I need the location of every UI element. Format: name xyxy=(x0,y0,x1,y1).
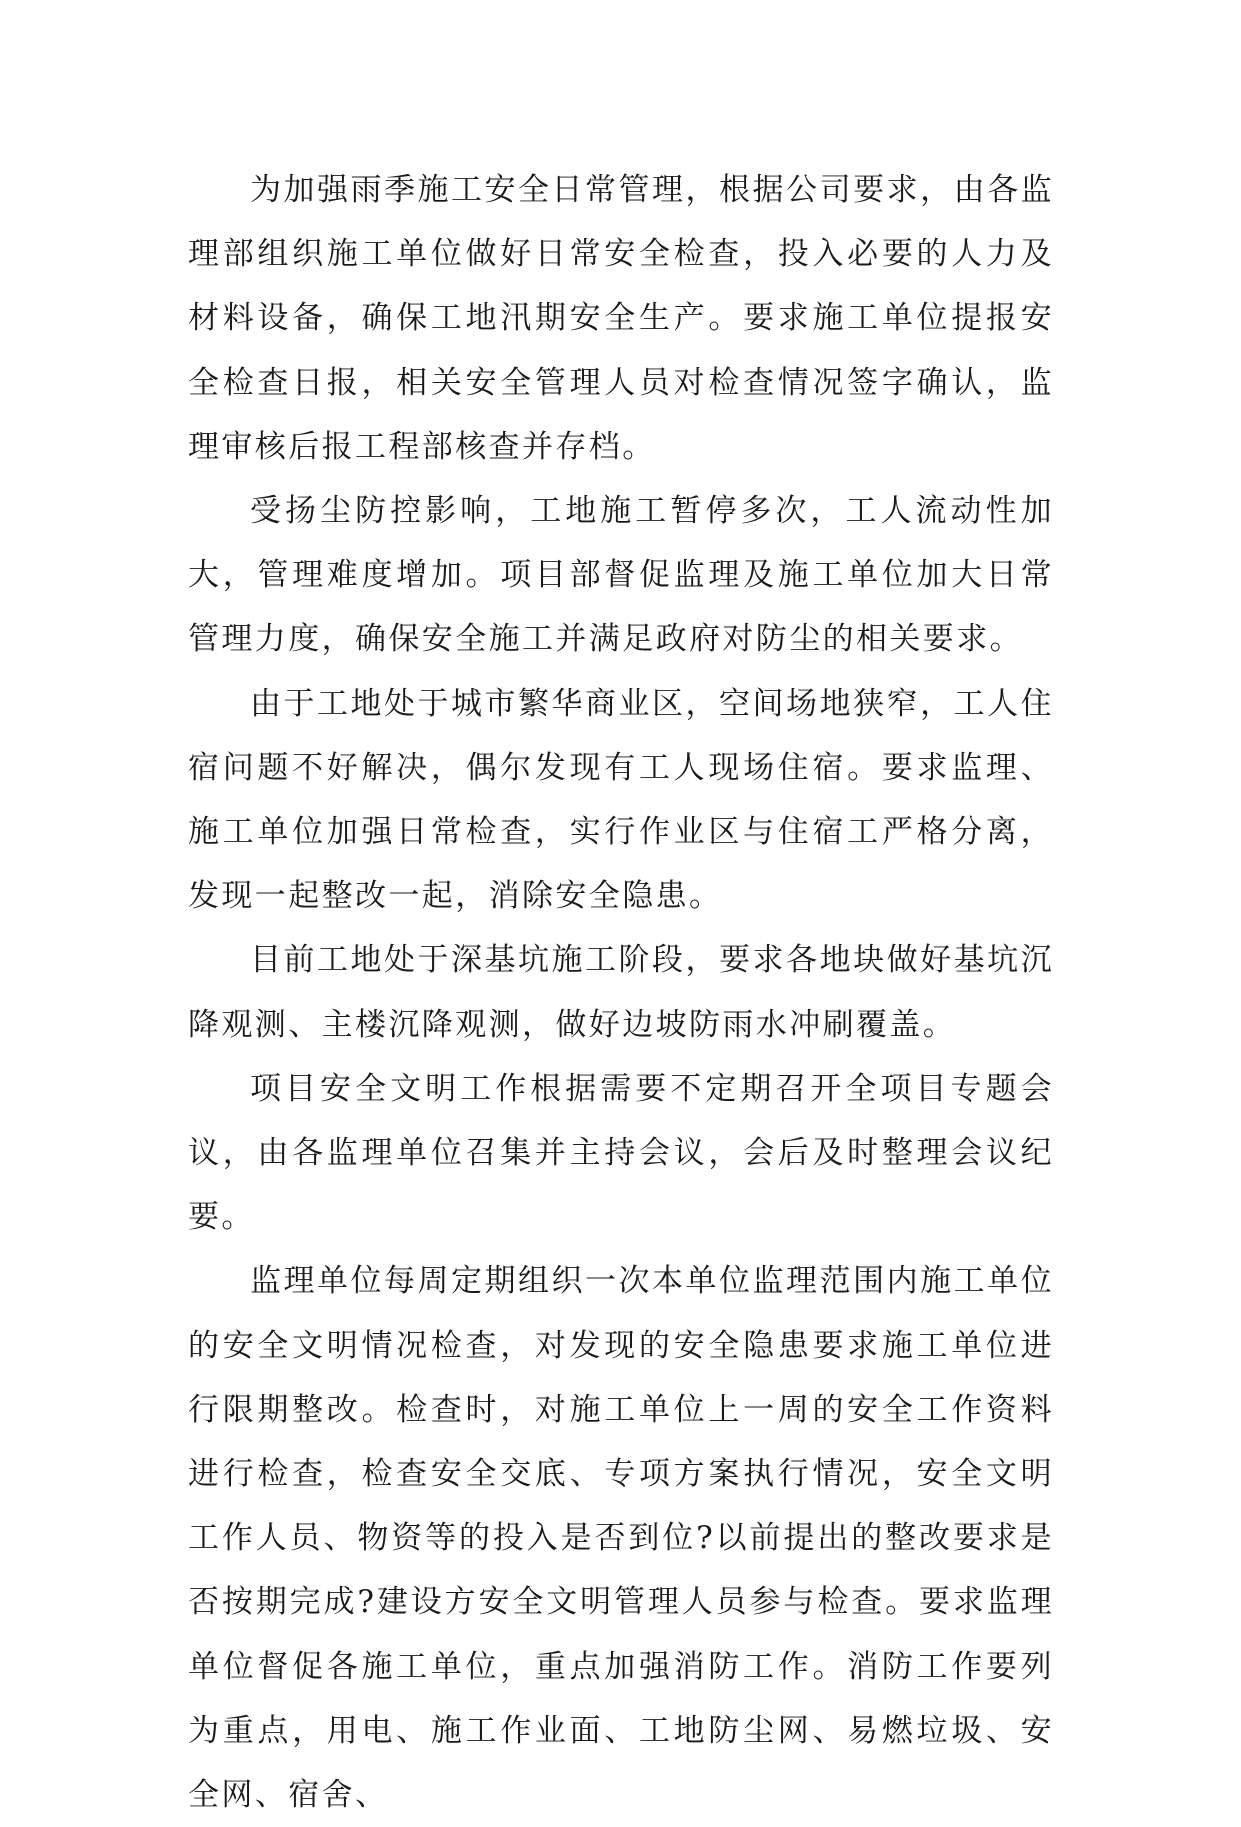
paragraph-dust-control: 受扬尘防控影响，工地施工暂停多次，工人流动性加大，管理难度增加。项目部督促监理及施工单位加大日常管理力度，确保安全施工并满足政府对防尘的相关要求。 xyxy=(188,493,1054,658)
paragraph-special-meetings: 项目安全文明工作根据需要不定期召开全项目专题会议，由各监理单位召集并主持会议，会后及时整理会议纪要。 xyxy=(188,1070,1054,1236)
paragraph-foundation-pit: 目前工地处于深基坑施工阶段，要求各地块做好基坑沉降观测、主楼沉降观测，做好边坡防雨水冲刷覆盖。 xyxy=(188,942,1054,1043)
document-body xyxy=(188,158,1054,1827)
paragraph-weekly-inspection: 监理单位每周定期组织一次本单位监理范围内施工单位的安全文明情况检查，对发现的安全隐患要求施工单位进行限期整改。检查时，对施工单位上一周的安全工作资料进行检查，检查安全交底、专项方案执行情况，安全文明工作人员、物资等的投入是否到位?以前提出的整改要求是否按期完成?建设方安全文明管理人员参与检查。要求监理单位督促各施工单位，重点加强消防工作。消防工作要列为重点，用电、施工作业面、工地防尘网、易燃垃圾、安全网、宿舍、 xyxy=(188,1263,1054,1814)
paragraph-rainy-season-safety: 为加强雨季施工安全日常管理，根据公司要求，由各监理部组织施工单位做好日常安全检查，投入必要的人力及材料设备，确保工地汛期安全生产。要求施工单位提报安全检查日报，相关安全管理人员对检查情况签字确认，监理审核后报工程部核查并存档。 xyxy=(188,172,1054,465)
paragraph-worker-accommodation: 由于工地处于城市繁华商业区，空间场地狭窄，工人住宿问题不好解决，偶尔发现有工人现场住宿。要求监理、施工单位加强日常检查，实行作业区与住宿工严格分离，发现一起整改一起，消除安全隐患。 xyxy=(188,685,1054,915)
